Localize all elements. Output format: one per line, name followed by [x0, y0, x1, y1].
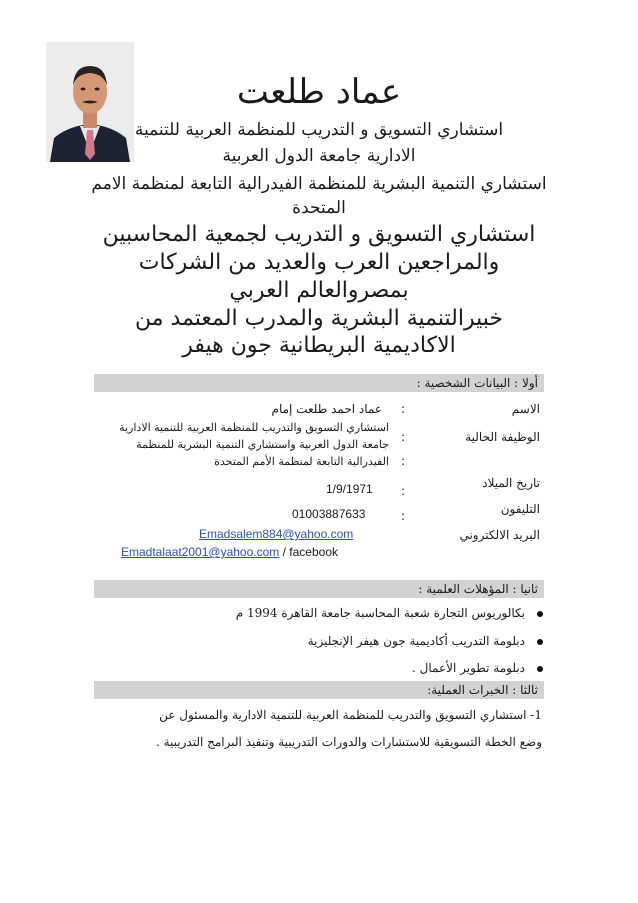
headline-line: بمصروالعالم العربي — [229, 278, 409, 303]
headline-line: الاكاديمية البريطانية جون هيفر — [182, 333, 456, 358]
label-birth: تاريخ الميلاد — [482, 476, 540, 490]
value-job-line: الفيدرالية التابعة لمنظمة الأمم المتحدة — [214, 455, 389, 468]
headline-line: استشاري التسويق و التدريب لجمعية المحاسبين — [102, 222, 536, 247]
subtitle-line: استشاري التنمية البشرية للمنظمة الفيدرالية التابعة لمنظمة الامم — [91, 174, 547, 194]
experience-line: وضع الخطة التسويقية للاستشارات والدورات التدريبية وتنفيذ البرامج التدريبية . — [155, 735, 542, 749]
bullet-icon — [537, 639, 543, 645]
education-item: دبلومة التدريب أكاديمية جون هيفر الإنجليزية — [308, 634, 543, 648]
value-birth: 1/9/1971 — [326, 482, 373, 496]
education-item: بكالوريوس التجارة شعبة المحاسبة جامعة القاهرة 1994 م — [236, 606, 543, 620]
bullet-icon — [537, 611, 543, 617]
candidate-name: عماد طلعت — [236, 72, 402, 112]
experience-line: 1- استشاري التسويق والتدريب للمنظمة العربية للتنمية الادارية والمسئول عن — [159, 708, 542, 722]
value-job-line: جامعة الدول العربية واستشاري التنمية البشرية للمنظمة — [136, 438, 389, 451]
colon: : — [401, 430, 406, 444]
headline-line: خبيرالتنمية البشرية والمدرب المعتمد من — [135, 306, 503, 331]
subtitle-line: الادارية جامعة الدول العربية — [222, 146, 416, 166]
subtitle-line: المتحدة — [292, 198, 346, 218]
section-education-title: ثانيا : المؤهلات العلمية : — [94, 580, 544, 598]
email-facebook-line — [121, 545, 338, 559]
email-link-yahoo-1[interactable]: Emadsalem884@yahoo.com — [199, 527, 354, 541]
bullet-icon — [537, 666, 543, 672]
email-link-yahoo-2[interactable]: Emadtalaat2001@yahoo.com — [121, 545, 280, 559]
section-experience-title: ثالثا : الخبرات العملية: — [94, 681, 544, 699]
label-job: الوظيفة الحالية — [465, 430, 540, 444]
value-job-line: استشاري التسويق والتدريب للمنظمة العربية للتنمية الادارية — [119, 421, 389, 434]
education-item: دبلومة تطوير الأعمال . — [412, 661, 543, 675]
label-name: الاسم — [511, 402, 540, 416]
facebook-label: / facebook — [279, 545, 338, 559]
colon: : — [401, 454, 406, 468]
value-name: عماد احمد طلعت إمام — [271, 402, 382, 416]
colon: : — [401, 402, 406, 416]
headline-line: والمراجعين العرب والعديد من الشركات — [138, 250, 500, 275]
colon: : — [401, 484, 406, 498]
colon: : — [401, 509, 406, 523]
label-email: البريد الالكتروني — [459, 528, 540, 542]
subtitle-line: استشاري التسويق و التدريب للمنظمة العربية للتنمية — [134, 120, 504, 140]
value-phone: 01003887633 — [292, 507, 366, 521]
label-phone: التليفون — [500, 502, 540, 516]
section-personal-title: أولا : البيانات الشخصية : — [94, 374, 544, 392]
